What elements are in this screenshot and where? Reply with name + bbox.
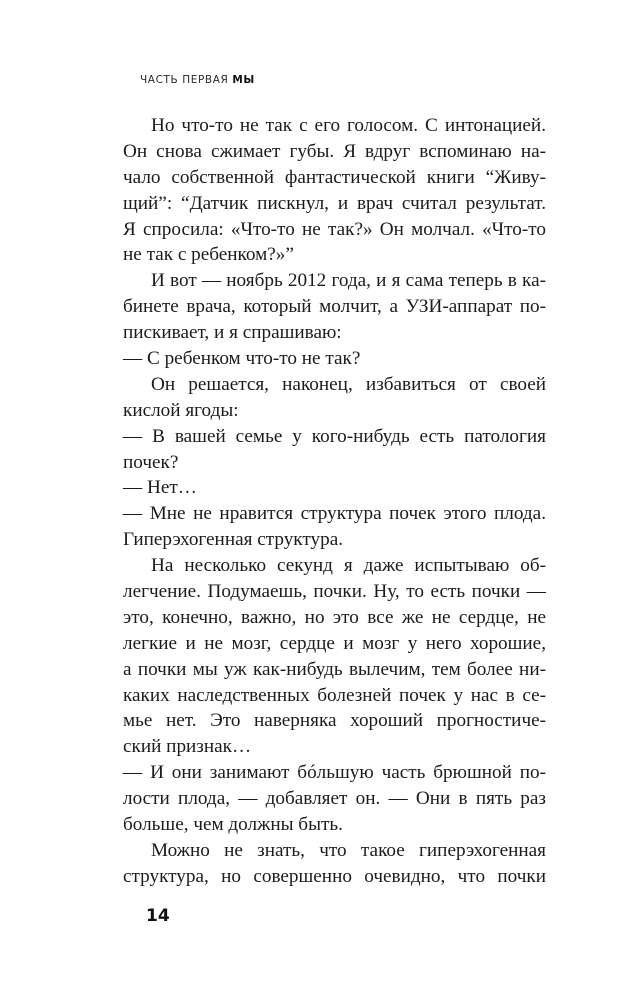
dialogue-line: — Нет… (123, 477, 197, 499)
text-line: щий”: “Датчик пискнул, и врач считал результат. (123, 192, 546, 214)
dialogue-line: — И они занимают бóльшую часть брюшной по- (123, 762, 546, 784)
text-line: Он решается, наконец, избавиться от своей (151, 373, 546, 395)
running-head-part: ЧАСТЬ ПЕРВАЯ (140, 74, 229, 86)
dialogue-line: — В вашей семье у кого-нибудь есть патология (123, 425, 546, 447)
text-line: легчение. Подумаешь, почки. Ну, то есть почки — (123, 581, 546, 603)
text-line: И вот — ноябрь 2012 года, и я сама теперь в ка- (151, 270, 546, 292)
text-line: Но что-то не так с его голосом. С интонацией. (151, 115, 546, 136)
text-line: структура, но совершенно очевидно, что почки (123, 865, 546, 887)
dialogue-line: — С ребенком что-то не так? (123, 348, 361, 370)
text-line: каких наследственных болезней почек у нас в се- (123, 684, 546, 706)
dialogue-line: — Мне не нравится структура почек этого плода. (123, 503, 546, 525)
text-line: пискивает, и я спрашиваю: (123, 322, 342, 344)
running-head (140, 74, 255, 86)
running-head-title: МЫ (232, 74, 255, 86)
text-line: мье нет. Это наверняка хороший прогностиче- (123, 710, 546, 732)
page-number: 14 (146, 906, 170, 926)
text-line: Он снова сжимает губы. Я вдруг вспоминаю на- (123, 140, 546, 162)
text-line: Я спросила: «Что-то не так?» Он молчал. «Что-то (123, 218, 546, 240)
body-text (123, 113, 546, 890)
text-line: чало собственной фантастической книги “Живу- (123, 166, 546, 188)
text-line: лости плода, — добавляет он. — Они в пять раз (123, 788, 546, 810)
text-line: ский признак… (123, 736, 252, 758)
text-line: это, конечно, важно, но это все же не сердце, не (123, 606, 546, 628)
text-line: Гиперэхогенная структура. (123, 529, 344, 551)
text-line: бинете врача, который молчит, а УЗИ-аппарат по- (123, 296, 546, 318)
text-line: не так с ребенком?»” (123, 244, 294, 266)
text-line: кислой ягоды: (123, 399, 239, 421)
text-line: На несколько секунд я даже испытываю об- (151, 555, 546, 577)
text-line: а почки мы уж как-нибудь вылечим, тем более ни- (123, 658, 546, 680)
text-line: больше, чем должны быть. (123, 814, 343, 836)
text-line: Можно не знать, что такое гиперэхогенная (151, 839, 546, 861)
text-line: почек? (123, 451, 179, 473)
text-line: легкие и не мозг, сердце и мозг у него хорошие, (123, 632, 546, 654)
